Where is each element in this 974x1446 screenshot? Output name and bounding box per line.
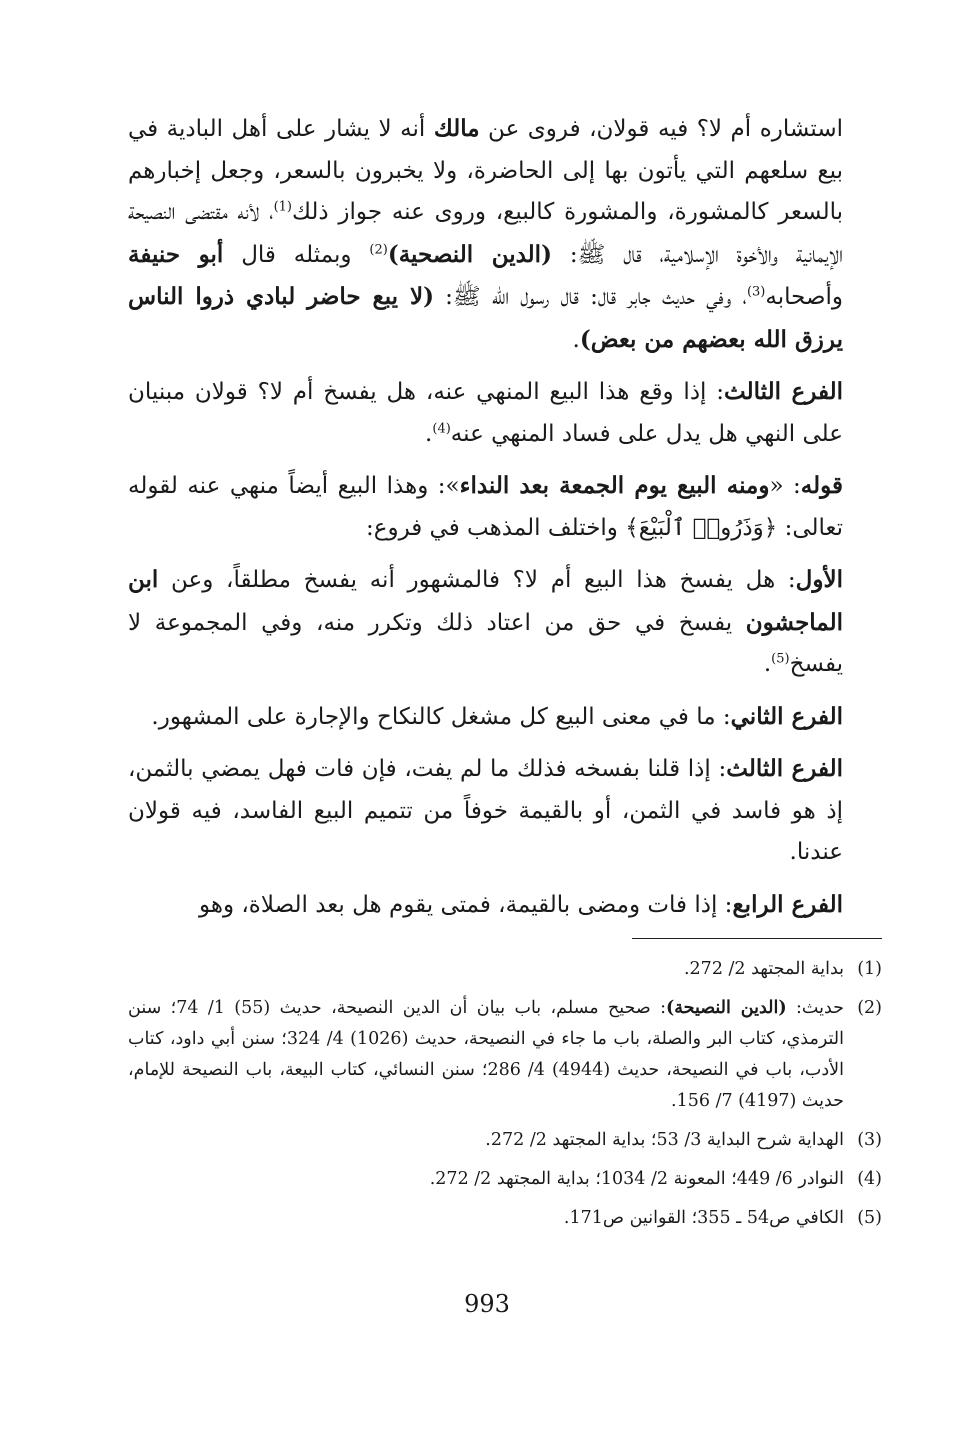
- footnote-text: الهداية شرح البداية 3/ 53؛ بداية المجتهد 2/ 272.: [485, 1130, 844, 1150]
- name-abu-hanifa: أبو حنيفة: [128, 240, 224, 268]
- matn-quote: ومنه البيع يوم الجمعة بعد النداء: [459, 472, 770, 499]
- footnote-ref-5[interactable]: (5): [771, 651, 790, 667]
- section-label: الفرع الثالث: [724, 378, 843, 405]
- paragraph-4: الأول: هل يفسخ هذا البيع أم لا؟ فالمشهور أنه يفسخ مطلقاً، وعن ابن الماجشون يفسخ في حق من اعتاد ذلك وتكرر منه، وفي المجموعة لا يفسخ$^{(5)}$.: [128, 566, 843, 677]
- section-label: الفرع الثاني: [730, 702, 843, 730]
- footnote-text: النوادر 6/ 449؛ المعونة 2/ 1034؛ بداية المجتهد 2/ 272.: [429, 1169, 844, 1189]
- footnotes: [128, 954, 882, 1242]
- footnote-5: [128, 1203, 882, 1234]
- footnote-number: (3): [857, 1130, 882, 1150]
- paragraph-7: الفرع الرابع: إذا فات ومضى بالقيمة، فمتى يقوم هل بعد الصلاة، وهو: [198, 890, 843, 918]
- paragraph-1: استشاره أم لا؟ فيه قولان، فروى عن مالك أنه لا يشار على أهل البادية في بيع سلعهم التي يأتون بها إلى الحاضرة، ولا يخبرون بالسعر، وجعل إخبارهم بالسعر كالمشورة، والمشورة كالبيع، وروى عنه جواز ذلك$^{(1)}$، لأنه مقتضى النصيحة الإيمانية والأخوة الإسلامية، قال ﷺ: (الدين النصحية)$^{(2)}$ وبمثله قال أبو حنيفة وأصحابه$^{(3)}$، وفي حديث جابر قال: قال رسول الله ﷺ: (لا يبع حاضر لبادي ذروا الناس يرزق الله بعضهم من بعض).: [128, 115, 844, 353]
- main-text: [128, 108, 843, 936]
- footnote-ref-1[interactable]: (1): [273, 199, 292, 215]
- paragraph-6: الفرع الثالث: إذا قلنا بفسخه فذلك ما لم يفت، فإن فات فهل يمضي بالثمن، إذ هو فاسد في الثمن، أو بالقيمة خوفاً من تتميم البيع الفاسد، فيه قولان عندنا.: [128, 755, 843, 865]
- footnote-number: (2): [857, 998, 882, 1018]
- name-malik: مالك: [433, 115, 480, 142]
- section-label: الفرع الرابع: [732, 890, 843, 918]
- section-label: الأول: [795, 566, 843, 593]
- paragraph-2: الفرع الثالث: إذا وقع هذا البيع المنهي عنه، هل يفسخ أم لا؟ قولان مبنيان على النهي هل يدل على فساد المنهي عنه$^{(4)}$.: [128, 378, 843, 447]
- name-ibn-majishun: ابن الماجشون: [128, 566, 843, 636]
- footnote-3: [128, 1125, 882, 1156]
- section-label: قوله: [800, 472, 843, 499]
- paragraph-5: الفرع الثاني: ما في معنى البيع كل مشغل كالنكاح والإجارة على المشهور.: [151, 702, 843, 730]
- hadith-quote-2: (لا يبع حاضر لبادي ذروا الناس يرزق الله بعضهم من بعض): [128, 283, 843, 353]
- footnote-number: (5): [857, 1208, 882, 1228]
- footnote-2: [128, 993, 882, 1117]
- footnote-number: (4): [857, 1169, 882, 1189]
- footnote-text: الكافي ص54 ـ 355؛ القوانين ص171.: [563, 1208, 844, 1228]
- footnote-separator: [632, 938, 882, 939]
- footnote-4: [128, 1164, 882, 1195]
- paragraph-3: قوله: «ومنه البيع يوم الجمعة بعد النداء»: وهذا البيع أيضاً منهي عنه لقوله تعالى: ﴿وَذَرُوا۟ ٱلْبَيْعَ﴾ واختلف المذهب في فروع:: [128, 472, 843, 541]
- footnote-number: (1): [857, 959, 882, 979]
- footnote-text: حديث: (الدين النصيحة): صحيح مسلم، باب بيان أن الدين النصيحة، حديث (55) 1/ 74؛ سنن الترمذي، كتاب البر والصلة، باب ما جاء في النصيحة، حديث (1026) 4/ 324؛ سنن أبي داود، كتاب الأدب، باب في النصيحة، حديث (4944) 4/ 286؛ سنن النسائي، كتاب البيعة، باب النصيحة للإمام، حديث (4197) 7/ 156.: [128, 998, 844, 1111]
- page-number: 993: [464, 1290, 510, 1318]
- section-label: الفرع الثالث: [726, 755, 843, 782]
- hadith-quote-1: (الدين النصحية): [387, 240, 552, 268]
- footnote-ref-2[interactable]: (2): [369, 241, 388, 257]
- footnote-ref-4[interactable]: (4): [432, 420, 451, 436]
- footnote-text: بداية المجتهد 2/ 272.: [683, 959, 844, 979]
- footnote-1: [128, 954, 882, 985]
- footnote-ref-3[interactable]: (3): [746, 284, 766, 300]
